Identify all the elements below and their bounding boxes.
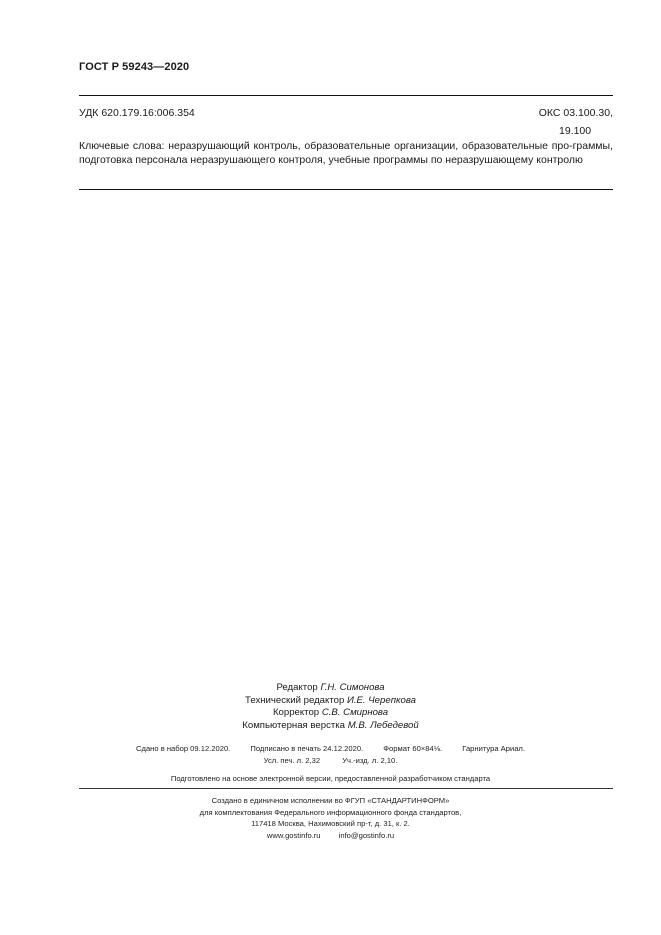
imprint-line2	[0, 756, 661, 765]
publisher-contacts	[0, 830, 661, 842]
udk-code: УДК 620.179.16:006.354	[79, 107, 195, 119]
imprint-print-sheets: Усл. печ. л. 2,32	[263, 756, 321, 765]
keywords-divider	[79, 189, 613, 190]
imprint-line1	[0, 744, 661, 753]
publisher-divider	[79, 788, 613, 789]
imprint-publisher-sheets: Уч.-изд. л. 2,10.	[342, 756, 398, 765]
editorial-credits	[0, 682, 661, 732]
publisher-address: 117418 Москва, Нахимовский пр-т, д. 31, к. 2.	[251, 819, 410, 829]
imprint-submitted: Сдано в набор 09.12.2020.	[136, 744, 231, 753]
publisher-block	[0, 795, 661, 841]
credit-proofreader: Корректор С.В. Смирнова	[272, 707, 389, 719]
imprint-format: Формат 60×84⅛.	[383, 744, 443, 753]
top-divider	[79, 95, 613, 96]
publisher-website-link[interactable]: www.gostinfo.ru	[266, 830, 321, 840]
imprint-typeface: Гарнитура Ариал.	[462, 744, 525, 753]
publisher-line2: для комплектования Федерального информационного фонда стандартов,	[199, 807, 462, 817]
credit-editor: Редактор Г.Н. Симонова	[276, 682, 385, 693]
credit-tech-editor: Технический редактор И.Е. Черепкова	[245, 694, 416, 706]
oks-code-line1: ОКС 03.100.30,	[538, 107, 613, 119]
publisher-email-link[interactable]: info@gostinfo.ru	[338, 830, 395, 840]
standard-code: ГОСТ Р 59243—2020	[79, 61, 190, 73]
prepared-note: Подготовлено на основе электронной версии, предоставленной разработчиком стандарта	[170, 774, 491, 783]
publisher-line1: Создано в единичном исполнении во ФГУП «СТАНДАРТИНФОРМ»	[211, 796, 450, 805]
oks-code-line2: 19.100	[559, 125, 592, 137]
keywords-paragraph: Ключевые слова: неразрушающий контроль, образовательные организации, образовательные про-граммы, подготовка персонала неразрушающего контроля, учебные программы по неразрушающему контролю	[79, 140, 613, 166]
imprint-signed: Подписано в печать 24.12.2020.	[250, 744, 364, 753]
credit-layout: Компьютерная верстка М.В. Лебедевой	[242, 719, 419, 731]
